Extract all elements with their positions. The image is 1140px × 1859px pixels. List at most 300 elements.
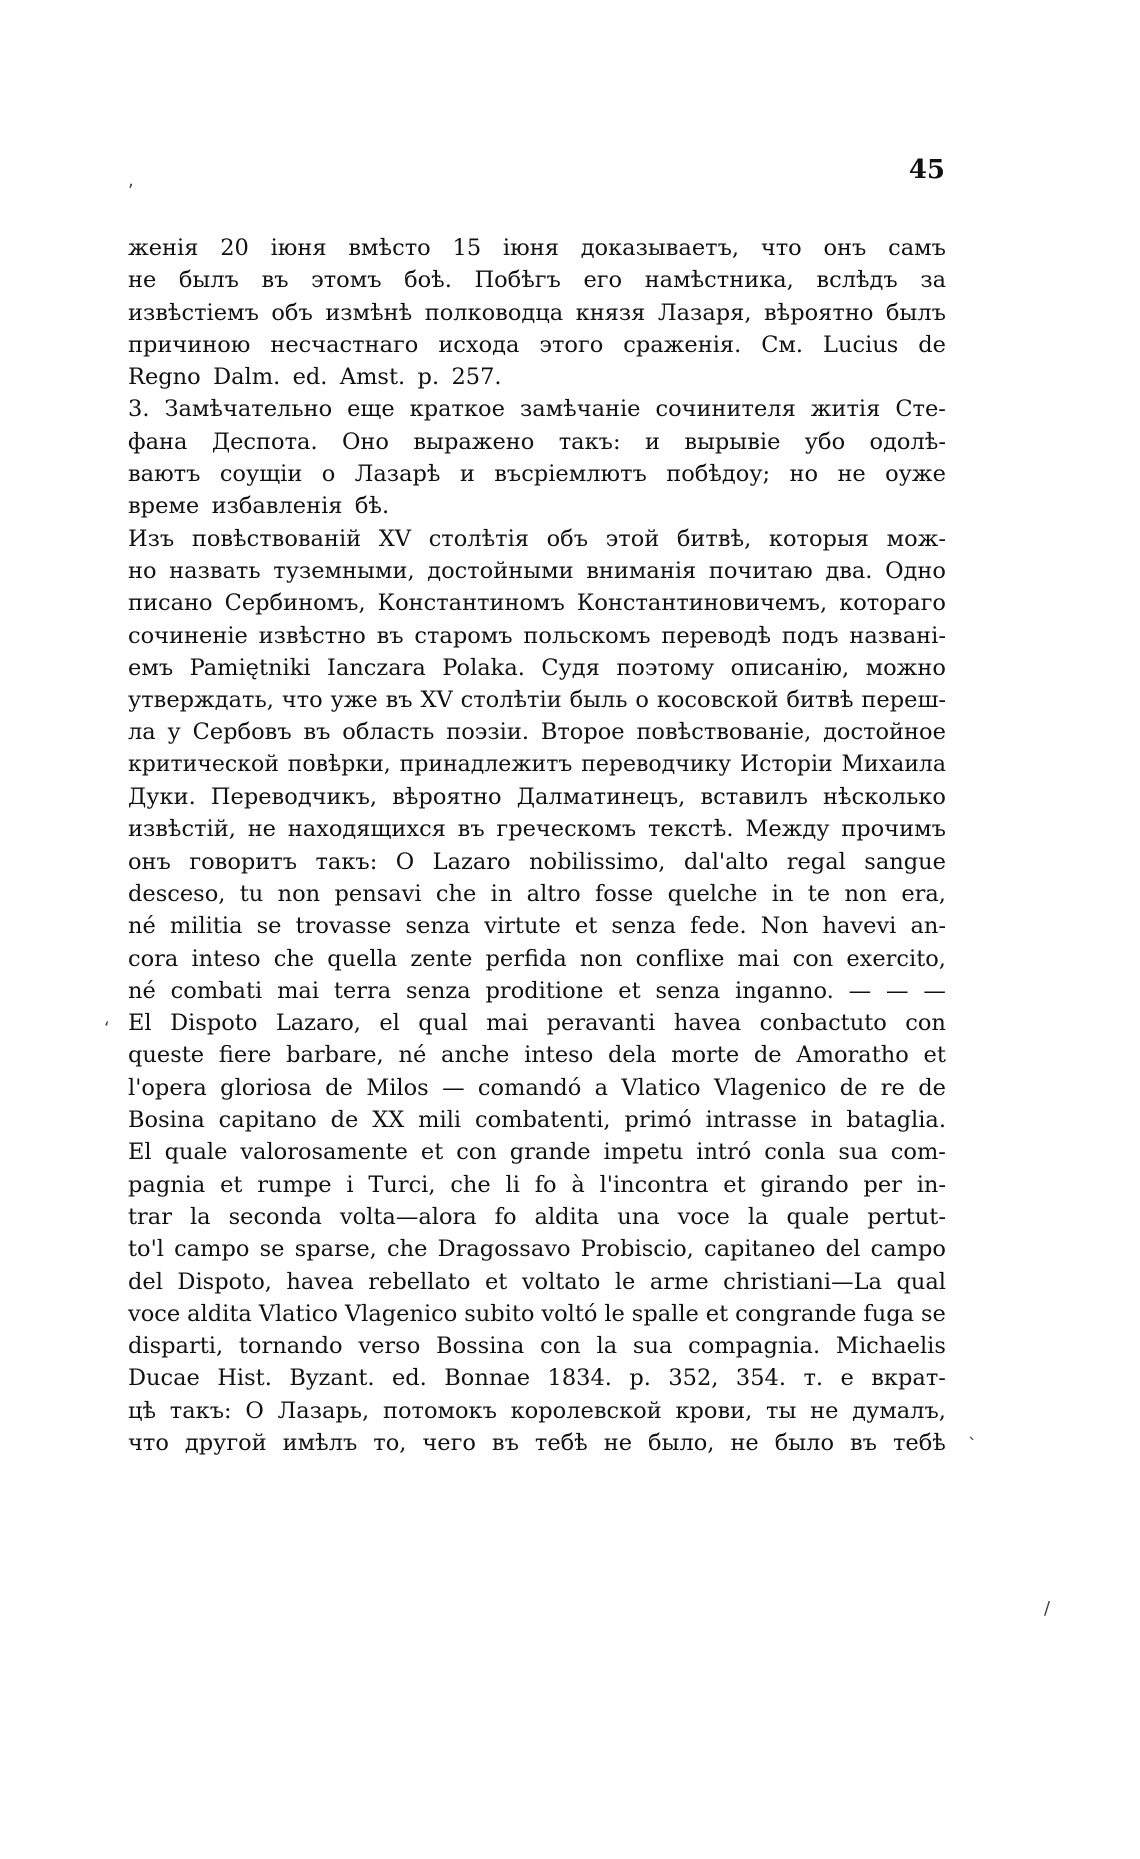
word: voltato [521, 1268, 601, 1295]
word: El [128, 1010, 152, 1037]
word: 354. [735, 1365, 787, 1392]
word: p. [417, 364, 440, 391]
word: вѣроятно [392, 784, 502, 811]
word: la [596, 1333, 618, 1360]
word: Лазаря, [657, 299, 752, 326]
word: con [905, 1010, 946, 1037]
word: l'incontra [599, 1171, 709, 1198]
word: Исторіи [739, 751, 833, 777]
word: тебѣ [892, 1429, 946, 1456]
word: 15 [452, 235, 482, 261]
word: fo [534, 1171, 557, 1198]
word: можно [865, 654, 946, 681]
word: туземными, [273, 557, 415, 584]
word: столѣтіи [460, 687, 562, 714]
word: el [379, 1010, 400, 1037]
word: mai [277, 977, 320, 1004]
word: сраженія. [623, 331, 742, 358]
word: del [128, 1268, 163, 1295]
word: nobilissimo, [529, 848, 666, 875]
text-line [128, 1362, 946, 1394]
word: вырывіе [684, 428, 781, 455]
word: принадлежитъ [399, 751, 573, 777]
word: quale [786, 1203, 850, 1230]
word: старомъ [414, 622, 513, 649]
word: te [807, 880, 831, 907]
word: королевской [510, 1397, 662, 1424]
word: за [920, 267, 946, 294]
word: онъ [128, 848, 171, 875]
word: et [420, 1139, 444, 1166]
word: сочинителя [655, 396, 796, 423]
word: былъ [885, 299, 946, 326]
word: нѣсколько [823, 784, 946, 811]
text-line [128, 1072, 946, 1104]
word: утверждать, [128, 687, 274, 714]
word: una [617, 1203, 660, 1230]
word: barbare, [286, 1042, 384, 1069]
word: che [273, 945, 315, 972]
word: замѣчаніе [519, 396, 641, 423]
word: Лазарѣ [354, 461, 441, 488]
word: которыя [768, 525, 869, 552]
word: né [398, 1042, 427, 1069]
word: fede. [690, 913, 747, 940]
word: Vlagenico [344, 1300, 458, 1327]
word: въ [457, 816, 485, 843]
word: Polaka. [442, 654, 525, 681]
text-line [128, 749, 946, 781]
word: Lucius [823, 331, 899, 358]
word: такъ: [169, 1397, 232, 1424]
text-line [128, 264, 946, 296]
word: не [128, 267, 157, 294]
word: virtute [484, 913, 561, 940]
word: подъ [781, 622, 839, 649]
word: non [579, 945, 623, 972]
word: былъ [178, 267, 239, 294]
word: цѣ [128, 1397, 157, 1424]
word: gloriosa [220, 1074, 312, 1101]
word: de [918, 1074, 946, 1101]
word: fosse [594, 880, 654, 907]
word: 257. [451, 364, 502, 391]
word: pensavi [334, 880, 422, 907]
word: Переводчикъ, [210, 784, 378, 811]
word: ваютъ [128, 461, 201, 488]
word: было [774, 1429, 835, 1456]
text-line [128, 458, 946, 490]
word: Lazaro, [275, 1010, 361, 1037]
word: Ianczara [327, 654, 426, 681]
text-line [128, 846, 946, 878]
word: въ [385, 687, 413, 714]
word: XX [372, 1107, 405, 1134]
word: del [825, 1236, 861, 1263]
word: — [886, 977, 909, 1004]
word: senza [611, 913, 676, 940]
word: seconda [228, 1203, 322, 1230]
word: ed. [391, 1365, 427, 1392]
word: польскомъ [523, 622, 651, 649]
word: non [844, 880, 887, 907]
word: намѣстника, [644, 267, 794, 294]
text-line [128, 1233, 946, 1265]
word: Hist. [217, 1365, 272, 1392]
word: избавленія [211, 493, 343, 520]
word: de [918, 331, 946, 358]
page-number: 45 [908, 155, 945, 185]
word: было, [648, 1429, 715, 1456]
word: но [128, 557, 157, 584]
word: Замѣчательно [164, 396, 333, 423]
word: повѣствованій [191, 525, 362, 552]
word: che [387, 1236, 428, 1263]
word: trar [128, 1203, 172, 1230]
word: mai [486, 1010, 529, 1037]
word: ла [128, 719, 156, 746]
word: тебѣ [534, 1429, 588, 1456]
word: переводчику [581, 751, 732, 777]
word: pertut- [867, 1203, 946, 1230]
word: perfida [485, 945, 567, 972]
word: Regno [128, 364, 201, 391]
word: переводѣ [661, 622, 772, 649]
word: крови, [675, 1397, 753, 1424]
word: о [635, 687, 649, 714]
text-line [128, 426, 946, 458]
word: com- [890, 1139, 946, 1166]
word: вѣроятно [764, 299, 874, 326]
word: verso [358, 1333, 421, 1360]
word: въ [303, 719, 331, 746]
word: havevi [822, 913, 897, 940]
word: іюня [502, 235, 559, 261]
word: quale [164, 1139, 228, 1166]
word: битвѣ, [676, 525, 752, 552]
word: dela [608, 1042, 657, 1069]
word: peravanti [546, 1010, 656, 1037]
word: не [603, 1429, 633, 1456]
word: Vlagenico [713, 1074, 827, 1101]
word: въсріемлютъ [494, 461, 647, 488]
word: о [321, 461, 336, 488]
margin-mark-bottom-right: / [1044, 1598, 1051, 1619]
word: in- [916, 1171, 946, 1198]
word: qual [418, 1010, 468, 1037]
word: girando [760, 1171, 849, 1198]
word: женія [128, 235, 199, 261]
word: житія [810, 396, 881, 423]
word: l'opera [128, 1074, 207, 1101]
word: не [247, 816, 276, 843]
word: Amoratho [796, 1042, 909, 1069]
word: voltó [541, 1300, 598, 1327]
word: извѣстій, [128, 816, 236, 843]
word: Оно [341, 428, 389, 455]
word: voce [677, 1203, 730, 1230]
word: уже [330, 687, 378, 714]
word: не [810, 1397, 839, 1424]
margin-mark-left: ʻ [104, 1018, 110, 1039]
word: sua [838, 1139, 878, 1166]
word: spalle [631, 1300, 699, 1327]
word: valorosamente [240, 1139, 408, 1166]
word: но [789, 461, 819, 488]
word: se [256, 913, 282, 940]
word: comandó [477, 1074, 582, 1101]
word: поэзіи. [446, 719, 529, 746]
word: въ [491, 1429, 519, 1456]
text-line [128, 490, 946, 522]
word: что [128, 1429, 169, 1456]
word: битвѣ [786, 687, 854, 714]
word: време [128, 493, 200, 520]
word: Bossina [436, 1333, 525, 1360]
word: Дуки. [128, 784, 196, 811]
word: Amst. [339, 364, 406, 391]
word: Изъ [128, 525, 175, 552]
word: con [792, 945, 834, 972]
word: этой [605, 525, 660, 552]
word: побѣдоу; [666, 461, 771, 488]
word: impetu [603, 1139, 684, 1166]
word: критической [128, 751, 279, 777]
word: выражено [413, 428, 535, 455]
word: altro [526, 880, 581, 907]
word: почитаю [708, 557, 813, 584]
word: le [614, 1268, 636, 1295]
word: quelche [667, 880, 758, 907]
word: Milos [366, 1074, 429, 1101]
word: Dalm. [213, 364, 281, 391]
word: non [277, 880, 321, 907]
text-line [128, 1330, 946, 1362]
word: краткое [409, 396, 505, 423]
word: bataglia. [846, 1107, 946, 1134]
word: такъ: [558, 428, 621, 455]
text-line [128, 587, 946, 619]
word: Сербовъ [192, 719, 292, 746]
word: объ [546, 525, 589, 552]
text-line [128, 1266, 946, 1298]
word: et [923, 1042, 946, 1069]
word: havea [286, 1268, 354, 1295]
word: и [459, 461, 475, 488]
word: aldita [534, 1203, 600, 1230]
word: christiani—La [723, 1268, 882, 1295]
word: Byzant. [289, 1365, 375, 1392]
word: Lazaro [432, 848, 511, 875]
word: въ [376, 622, 404, 649]
word: причиною [128, 331, 251, 358]
word: бѣ. [354, 493, 390, 520]
word: et [723, 1171, 746, 1198]
word: чего [422, 1429, 476, 1456]
word: et [484, 1268, 508, 1295]
word: né [128, 977, 156, 1004]
word: voce [128, 1300, 181, 1327]
word: область [342, 719, 435, 746]
word: havea [673, 1010, 742, 1037]
word: in [810, 1107, 833, 1134]
word: arme [649, 1268, 709, 1295]
word: El [128, 1139, 152, 1166]
word: вставилъ [700, 784, 808, 811]
word: inteso [524, 1042, 594, 1069]
word: фана [128, 428, 188, 455]
word: вниманія [586, 557, 697, 584]
word: 20 [220, 235, 249, 261]
word: se [259, 1236, 285, 1263]
word: Деспота. [211, 428, 318, 455]
text-line [128, 232, 946, 264]
word: campo [870, 1236, 946, 1263]
word: anche [441, 1042, 510, 1069]
word: косовской [656, 687, 779, 714]
word: находящихся [287, 816, 446, 843]
word: поэтому [616, 654, 715, 681]
word: измѣнѣ [325, 299, 413, 326]
text-line [128, 1104, 946, 1136]
word: іюня [270, 235, 327, 261]
word: этого [539, 331, 604, 358]
word: сочиненіе [128, 622, 248, 649]
word: pagnia [128, 1171, 206, 1198]
word: Лазарь, [277, 1397, 370, 1424]
word: Vlatico [258, 1300, 338, 1327]
word: текстѣ. [647, 816, 734, 843]
word: не [730, 1429, 759, 1456]
word: е [840, 1365, 854, 1392]
word: XV [420, 687, 453, 714]
text-line [128, 1039, 946, 1071]
word: прочимъ [841, 816, 946, 843]
word: compagnia. [688, 1333, 821, 1360]
word: che [450, 1171, 491, 1198]
word: описанію, [730, 654, 850, 681]
text-line [128, 878, 946, 910]
text-line [128, 813, 946, 845]
text-line [128, 975, 946, 1007]
word: имѣлъ [282, 1429, 358, 1456]
word: conbactuto [759, 1010, 887, 1037]
word: militia [169, 913, 243, 940]
word: de [753, 1042, 782, 1069]
word: et [618, 977, 641, 1004]
word: еще [347, 396, 395, 423]
text-line [128, 620, 946, 652]
word: онъ [823, 235, 867, 261]
word: этомъ [311, 267, 382, 294]
word: desceso, [128, 880, 226, 907]
text-line [128, 1007, 946, 1039]
text-line [128, 684, 946, 716]
word: qual [896, 1268, 946, 1295]
word: inganno. [735, 977, 834, 1004]
word: re [880, 1074, 905, 1101]
text-line [128, 652, 946, 684]
word: у [167, 719, 181, 746]
word: quella [327, 945, 398, 972]
word: fo [494, 1203, 517, 1230]
word: combatenti, [475, 1107, 611, 1134]
word: et [220, 1171, 243, 1198]
word: inteso [191, 945, 261, 972]
word: aldita [187, 1300, 252, 1327]
text-line [128, 1201, 946, 1233]
word: se [920, 1300, 946, 1327]
text-line [128, 910, 946, 942]
word: ты [766, 1397, 797, 1424]
word: fuga [863, 1300, 915, 1327]
word: mai [737, 945, 780, 972]
text-line [128, 1395, 946, 1427]
word: въ [849, 1429, 877, 1456]
word: sparse, [294, 1236, 377, 1263]
word: и [644, 428, 660, 455]
word: i [346, 1171, 354, 1198]
word: переш- [861, 687, 946, 714]
word: названі- [849, 622, 946, 649]
word: subito [464, 1300, 535, 1327]
word: intrasse [705, 1107, 797, 1134]
word: de [325, 1074, 353, 1101]
word: Сербиномъ, [224, 590, 366, 617]
word: одолѣ- [869, 428, 946, 455]
word: греческомъ [496, 816, 637, 843]
word: думалъ, [852, 1397, 946, 1424]
text-line [128, 1298, 946, 1330]
word: т. [803, 1365, 824, 1392]
word: Судя [541, 654, 600, 681]
word: Michaelis [835, 1333, 946, 1360]
word: другой [184, 1429, 267, 1456]
word: la [189, 1203, 211, 1230]
word: Второе [540, 719, 625, 746]
word: Михаила [841, 751, 946, 777]
word: dal'alto [683, 848, 769, 875]
word: sangue [864, 848, 946, 875]
word: campo [174, 1236, 250, 1263]
word: Dispoto [170, 1010, 258, 1037]
word: per [863, 1171, 902, 1198]
word: Сте- [895, 396, 946, 423]
margin-mark-right: ˎ [968, 1420, 977, 1441]
word: proditione [485, 977, 604, 1004]
word: столѣтія [428, 525, 529, 552]
word: 1834. [547, 1365, 612, 1392]
word: Константиновичемъ, [576, 590, 828, 617]
word: 352, [668, 1365, 719, 1392]
word: intró [696, 1139, 752, 1166]
word: fiere [218, 1042, 272, 1069]
text-line [128, 523, 946, 555]
word: sua [632, 1333, 673, 1360]
word: to'l [128, 1236, 164, 1263]
word: la [747, 1203, 769, 1230]
word: ed. [292, 364, 328, 391]
body-text [128, 232, 946, 1459]
word: p. [629, 1365, 651, 1392]
word: О [245, 1397, 264, 1424]
word: два. [825, 557, 873, 584]
word: Константиномъ [377, 590, 565, 617]
word: XV [378, 525, 412, 552]
word: Vlatico [621, 1074, 701, 1101]
word: боѣ. [404, 267, 452, 294]
word: senza [655, 977, 721, 1004]
